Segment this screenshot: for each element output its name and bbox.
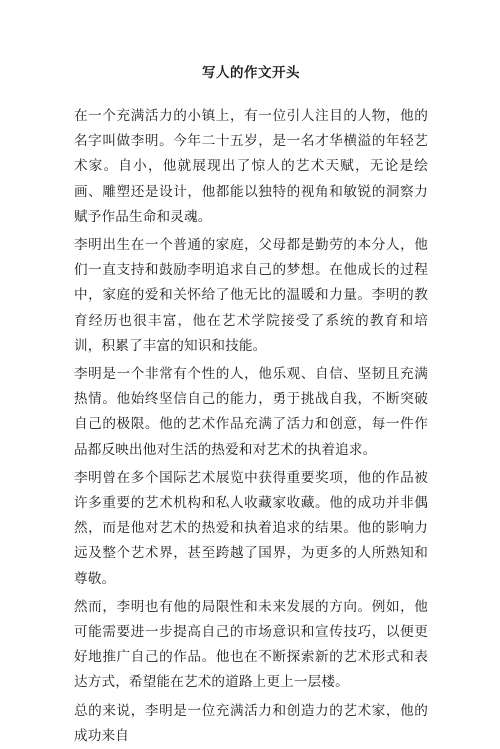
paragraph-5: 然而，李明也有他的局限性和未来发展的方向。例如，他可能需要进一步提高自己的市场意识和宣传技巧，以便更好地推广自己的作品。他也在不断探索新的艺术形式和表达方式，希望能在艺术的道路上更上一层楼。 [74, 598, 428, 691]
paragraph-1: 在一个充满活力的小镇上，有一位引人注目的人物，他的名字叫做李明。今年二十五岁，是一名才华横溢的年轻艺术家。自小，他就展现出了惊人的艺术天赋，无论是绘画、雕塑还是设计，他都能以独特的视角和敏锐的洞察力赋予作品生命和灵魂。 [74, 108, 428, 225]
paragraph-3: 李明是一个非常有个性的人，他乐观、自信、坚韧且充满热情。他始终坚信自己的能力，勇于挑战自我，不断突破自己的极限。他的艺术作品充满了活力和创意，每一件作品都反映出他对生活的热爱和对艺术的执着追求。 [74, 366, 428, 458]
paragraph-2: 李明出生在一个普通的家庭，父母都是勤劳的本分人，他们一直支持和鼓励李明追求自己的梦想。在他成长的过程中，家庭的爱和关怀给了他无比的温暖和力量。李明的教育经历也很丰富，他在艺术学院接受了系统的教育和培训，积累了丰富的知识和技能。 [74, 237, 428, 354]
paragraph-6: 总的来说，李明是一位充满活力和创造力的艺术家，他的成功来自 [74, 702, 428, 744]
document-body [74, 104, 428, 749]
paragraph-4: 李明曾在多个国际艺术展览中获得重要奖项，他的作品被许多重要的艺术机构和私人收藏家收藏。他的成功并非偶然，而是他对艺术的热爱和执着追求的结果。他的影响力远及整个艺术界，甚至跨越了国界，为更多的人所熟知和尊敬。 [74, 469, 428, 587]
document-title: 写人的作文开头 [202, 65, 300, 81]
